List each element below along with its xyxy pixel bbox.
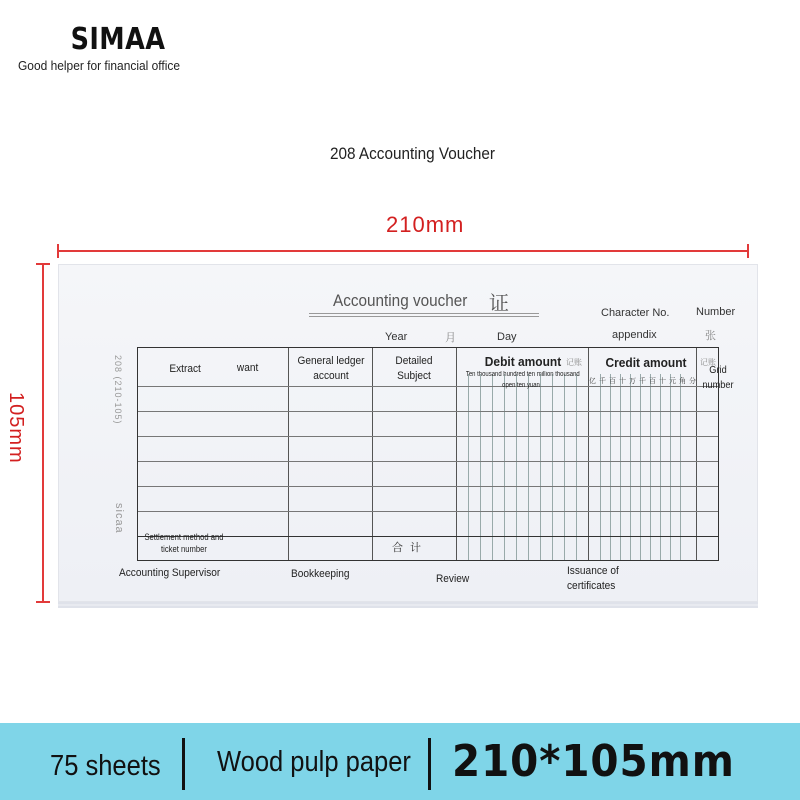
total-label: 合 计 [392, 542, 424, 554]
width-label: 210mm [386, 212, 465, 237]
header-credit-amount: Credit amount [605, 355, 687, 370]
day-label: Day [497, 331, 517, 343]
digit-col [680, 374, 681, 560]
side-code: 208 (210-105) [113, 355, 123, 425]
number-label: Number [696, 306, 736, 318]
digit-col [468, 374, 469, 560]
row-divider [138, 436, 718, 437]
digit-col [620, 374, 621, 560]
year-label: Year [385, 331, 408, 343]
col-divider [372, 348, 373, 560]
digit-col [504, 374, 505, 560]
voucher-sheet [58, 264, 758, 602]
title-underline [309, 313, 539, 314]
width-dimension-line [58, 250, 748, 252]
height-label: 105mm [5, 392, 27, 464]
debit-units-2: open ten yuan [502, 382, 540, 389]
digit-col [576, 374, 577, 560]
banner-separator [182, 738, 185, 790]
footer-supervisor: Accounting Supervisor [119, 567, 221, 579]
digit-col [650, 374, 651, 560]
digit-col [610, 374, 611, 560]
product-title: 208 Accounting Voucher [330, 144, 496, 163]
digit-col [640, 374, 641, 560]
row-divider [138, 486, 718, 487]
banner-separator [428, 738, 431, 790]
footer-issuance: Issuance of certificates [567, 565, 619, 592]
row-divider [138, 411, 718, 412]
digit-col [552, 374, 553, 560]
credit-digit-units: 亿千百十万千百十元角分 [589, 378, 699, 385]
row-divider [138, 511, 718, 512]
header-detailed-subject: Detailed Subject [395, 355, 433, 382]
banner-paper: Wood pulp paper [217, 746, 411, 778]
header-extract: Extract [169, 363, 201, 375]
settlement-label: Settlement method and ticket number [144, 532, 224, 554]
post-mark-debit: 记账 [566, 358, 582, 367]
brand-name: SIMAA [70, 22, 166, 57]
col-divider [456, 348, 457, 560]
sheets-label: 张 [705, 330, 716, 342]
post-mark-credit: 记账 [700, 358, 716, 367]
row-divider [138, 461, 718, 462]
header-want: want [236, 362, 259, 374]
digit-col [540, 374, 541, 560]
voucher-table [137, 347, 734, 561]
footer-review: Review [436, 573, 470, 585]
banner-sheets: 75 sheets [50, 750, 161, 782]
digit-col [600, 374, 601, 560]
header-general-ledger: General ledger account [297, 355, 365, 382]
digit-col [480, 374, 481, 560]
side-brand: sicaa [113, 503, 125, 534]
digit-col [492, 374, 493, 560]
digit-col [630, 374, 631, 560]
header-grid-number: Grid number [702, 365, 734, 391]
character-no-label: Character No. [601, 307, 670, 319]
footer-bookkeeping: Bookkeeping [291, 568, 350, 580]
col-divider [288, 348, 289, 560]
height-dimension-line [42, 264, 44, 602]
appendix-label: appendix [612, 329, 657, 341]
title-underline-double [309, 316, 539, 317]
banner-size: 210*105mm [452, 736, 735, 787]
brand-tagline: Good helper for financial office [18, 58, 181, 73]
debit-units: Ten thousand hundred ten million thousand [465, 371, 580, 378]
digit-col [516, 374, 517, 560]
digit-col [670, 374, 671, 560]
month-label: 月 [445, 332, 456, 344]
digit-col [564, 374, 565, 560]
brand-block [18, 22, 218, 74]
voucher-title: Accounting voucher [333, 291, 468, 310]
header-debit-amount: Debit amount [484, 354, 562, 369]
digit-col [660, 374, 661, 560]
voucher-title-cn: 证 [489, 293, 509, 315]
digit-col [528, 374, 529, 560]
row-divider [138, 386, 718, 387]
